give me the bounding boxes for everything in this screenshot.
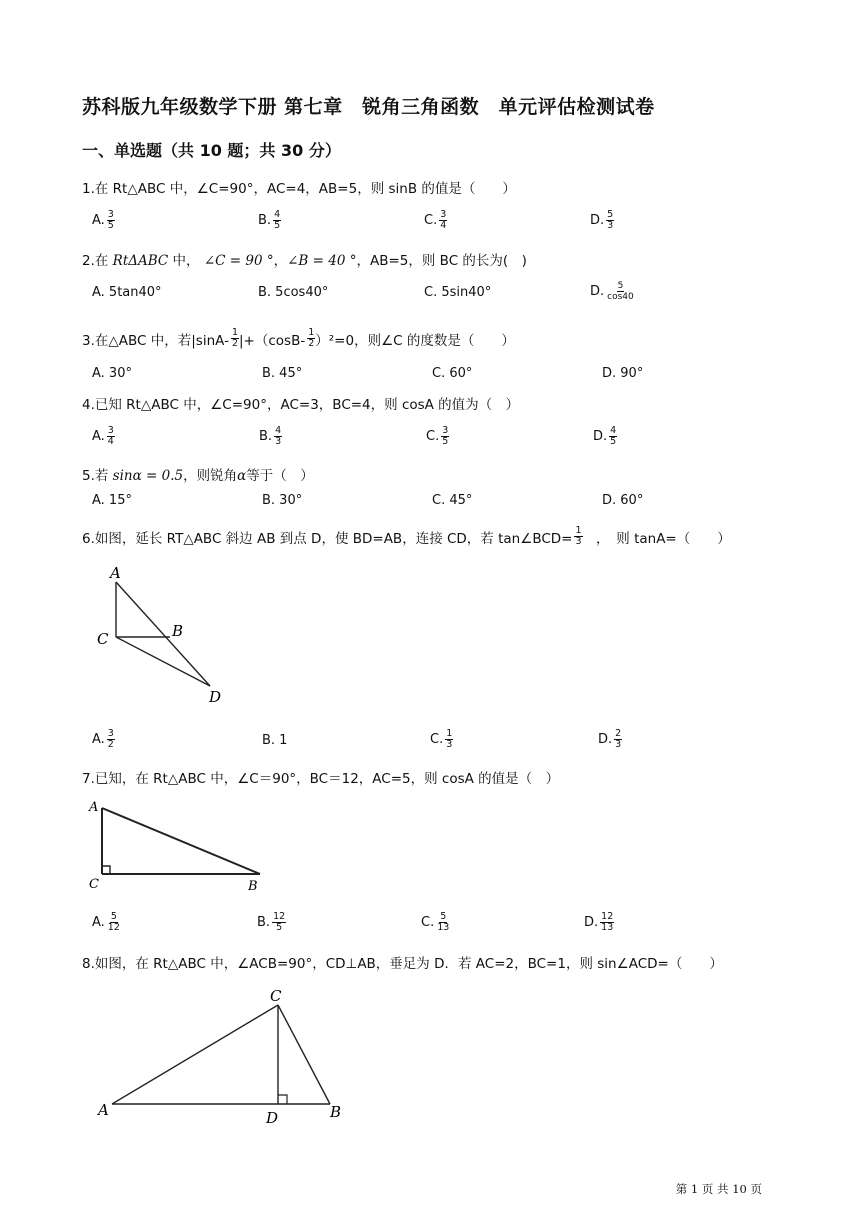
label-a: A [98,1101,109,1119]
q8-stem: 8.如图，在 Rt△ABC 中，∠ACB=90°，CD⊥AB，垂足为 D．若 AC=2，BC=1，则 sin∠ACD=（ ） [82,956,723,972]
label-b: B [330,1103,342,1121]
fraction: $\frac{4}{5}$ [274,209,281,231]
q1-option-b[interactable]: B. $\frac{4}{5}$ [258,209,281,231]
fraction: $\frac{2}{3}$ [615,728,622,750]
q5-option-a[interactable]: A. 15° [92,493,132,508]
q2-option-c[interactable]: C. 5sin40° [424,285,492,300]
label-a: A [110,564,121,582]
label-c: C [97,630,109,648]
fraction: $\frac{5}{\cos 40}$ [607,281,634,302]
q1-option-c[interactable]: C. $\frac{3}{4}$ [424,209,447,231]
label-d: D [266,1109,279,1127]
q4-option-d[interactable]: D. $\frac{4}{5}$ [593,425,617,447]
q5-option-d[interactable]: D. 60° [602,493,644,508]
fraction: $\frac{3}{5}$ [442,425,449,447]
label-d: D [209,688,222,706]
q3-option-a[interactable]: A. 30° [92,366,132,381]
q2-option-d[interactable]: D. $\frac{5}{\cos 40}$ [590,281,634,302]
fraction: $\frac{3}{4}$ [107,425,114,447]
q2-option-a[interactable]: A. 5tan40° [92,285,162,300]
q7-option-a[interactable]: A. $\frac{5}{12}$ [92,911,120,933]
q5-option-c[interactable]: C. 45° [432,493,473,508]
fraction: $\frac{4}{5}$ [610,425,617,447]
label-b: B [248,879,258,894]
q6-option-b[interactable]: B. 1 [262,733,288,748]
fraction: $\frac{5}{3}$ [607,209,614,231]
fraction: $\frac{12}{5}$ [273,911,286,933]
page-footer: 第 1 页 共 10 页 [675,1182,762,1196]
fraction: $\frac{5}{12}$ [107,911,120,933]
q5-option-b[interactable]: B. 30° [262,493,303,508]
q5-stem: 5.若 sinα = 0.5，则锐角α等于（ ） [82,468,314,484]
fraction: $\frac{3}{5}$ [107,209,114,231]
q6-option-a[interactable]: A. $\frac{3}{2}$ [92,728,114,750]
fraction: $\frac{12}{13}$ [601,911,614,933]
q4-option-c[interactable]: C. $\frac{3}{5}$ [426,425,449,447]
q4-stem: 4.已知 Rt△ABC 中，∠C=90°，AC=3，BC=4，则 cosA 的值为（ ） [82,397,520,413]
q7-option-c[interactable]: C. $\frac{5}{13}$ [421,911,450,933]
fraction: $\frac{4}{3}$ [275,425,282,447]
q7-option-d[interactable]: D. $\frac{12}{13}$ [584,911,614,933]
q2-stem: 2.在 RtΔABC 中， ∠C = 90 °，∠B = 40 °，AB=5，则 BC 的长为( ) [82,253,527,269]
q3-option-c[interactable]: C. 60° [432,366,473,381]
q1-option-d[interactable]: D. $\frac{5}{3}$ [590,209,614,231]
label-b: B [172,622,184,640]
fraction: $\frac{3}{4}$ [440,209,447,231]
fraction: $\frac{1}{3}$ [446,728,453,750]
label-a: A [89,800,99,815]
q3-stem: 3.在△ABC 中，若|sinA- $\frac{1}{2}$ |+（cosB- $\frac{1}{2}$ ）²=0，则∠C 的度数是（ ） [82,327,515,349]
q1-stem: 1.在 Rt△ABC 中，∠C=90°，AC=4，AB=5，则 sinB 的值是（ ） [82,181,516,197]
q7-stem: 7.已知，在 Rt△ABC 中，∠C＝90°，BC＝12，AC=5，则 cosA 的值是（ ） [82,771,560,787]
fraction: $\frac{5}{13}$ [437,911,450,933]
section-heading: 一、单选题（共 10 题；共 30 分） [82,141,341,160]
q2-option-b[interactable]: B. 5cos40° [258,285,329,300]
fraction: $\frac{3}{2}$ [107,728,114,750]
q6-option-d[interactable]: D. $\frac{2}{3}$ [598,728,622,750]
q3-option-d[interactable]: D. 90° [602,366,644,381]
page-title: 苏科版九年级数学下册 第七章 锐角三角函数 单元评估检测试卷 [82,96,655,118]
q4-option-a[interactable]: A. $\frac{3}{4}$ [92,425,114,447]
q6-figure [92,562,232,707]
q3-option-b[interactable]: B. 45° [262,366,303,381]
q7-option-b[interactable]: B. $\frac{12}{5}$ [257,911,286,933]
q4-option-b[interactable]: B. $\frac{4}{3}$ [259,425,282,447]
q1-option-a[interactable]: A. $\frac{3}{5}$ [92,209,114,231]
q6-stem: 6.如图，延长 RT△ABC 斜边 AB 到点 D，使 BD=AB，连接 CD，若 tan∠BCD= $\frac{1}{3}$ ， 则 tanA=（ ） [82,525,731,547]
label-c: C [270,987,282,1005]
q7-figure [84,798,274,896]
q6-option-c[interactable]: C. $\frac{1}{3}$ [430,728,453,750]
label-c: C [89,877,99,892]
q8-figure [92,983,362,1129]
